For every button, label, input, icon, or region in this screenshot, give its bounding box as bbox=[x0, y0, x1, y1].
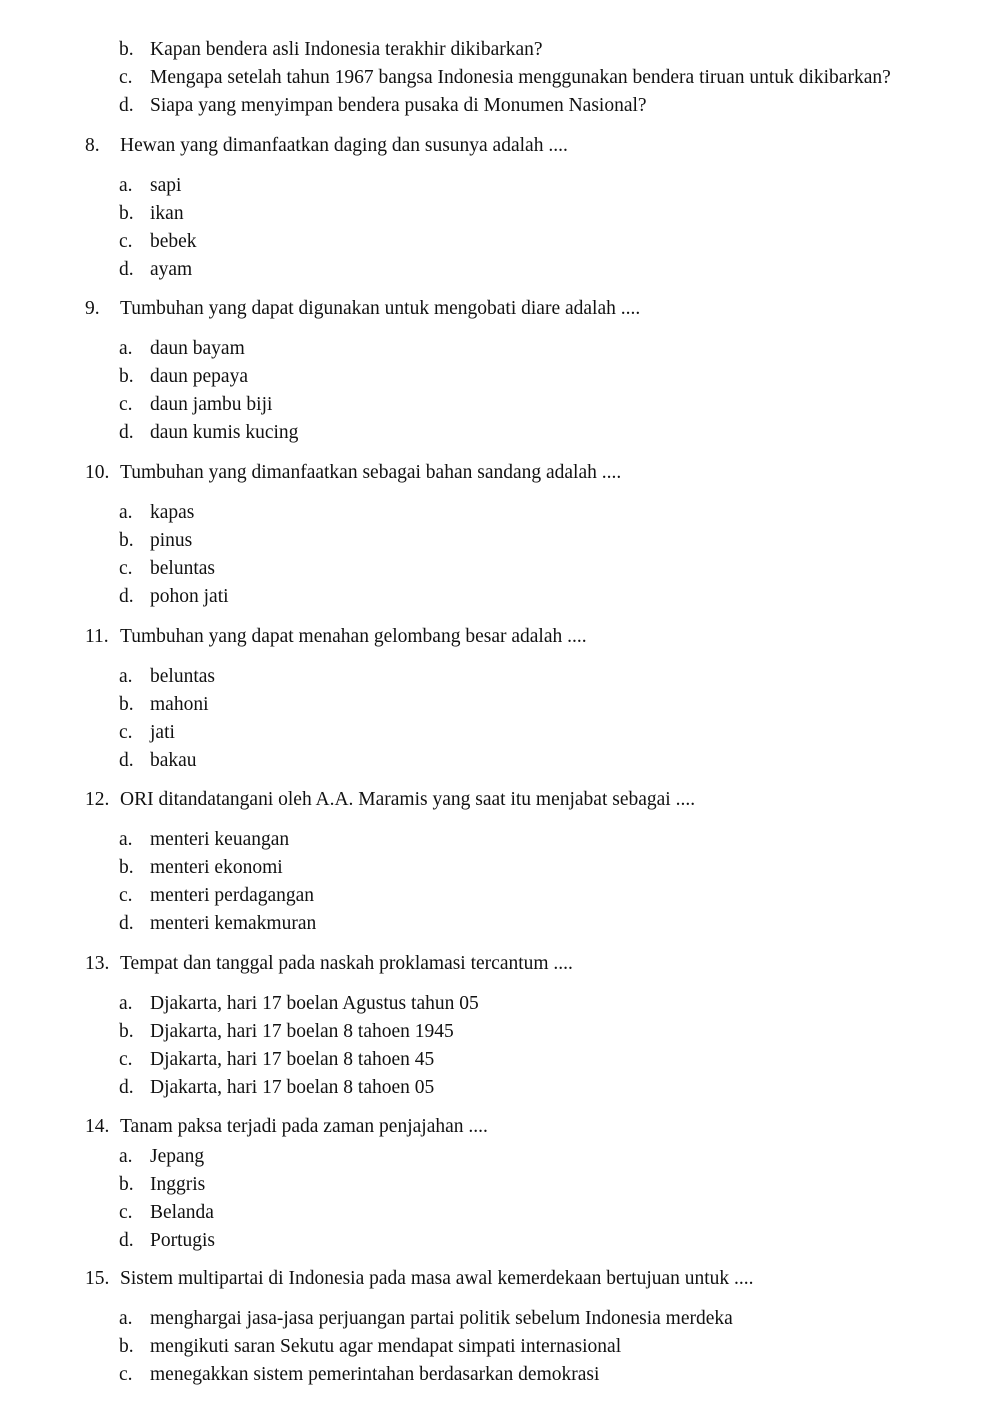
option-letter: b. bbox=[119, 1336, 134, 1357]
option-list bbox=[85, 172, 960, 284]
option-list bbox=[85, 1143, 960, 1255]
option-letter: c. bbox=[119, 67, 133, 88]
question-text: Tumbuhan yang dapat menahan gelombang besar adalah .... bbox=[120, 626, 587, 647]
question-12 bbox=[85, 786, 960, 938]
option-text: sapi bbox=[150, 175, 182, 196]
option-text: beluntas bbox=[150, 558, 215, 579]
question-number: 8. bbox=[85, 135, 100, 156]
option-item bbox=[85, 36, 891, 64]
option-item bbox=[85, 391, 960, 419]
question-number: 11. bbox=[85, 626, 109, 647]
option-letter: a. bbox=[119, 993, 133, 1014]
option-text: Djakarta, hari 17 boelan 8 tahoen 45 bbox=[150, 1049, 435, 1070]
option-text: daun jambu biji bbox=[150, 394, 273, 415]
question-number: 12. bbox=[85, 789, 110, 810]
option-list bbox=[85, 1305, 960, 1389]
option-item bbox=[85, 583, 960, 611]
option-text: mengikuti saran Sekutu agar mendapat simpati internasional bbox=[150, 1336, 622, 1357]
option-item bbox=[85, 64, 891, 92]
question-stem bbox=[85, 786, 960, 814]
question-14 bbox=[85, 1113, 960, 1255]
question-15 bbox=[85, 1265, 960, 1389]
option-item bbox=[85, 1361, 960, 1389]
question-text: Tumbuhan yang dimanfaatkan sebagai bahan sandang adalah .... bbox=[120, 462, 622, 483]
option-letter: b. bbox=[119, 366, 134, 387]
option-text: ayam bbox=[150, 259, 193, 280]
question-stem bbox=[85, 132, 960, 160]
option-list bbox=[85, 990, 960, 1102]
question-number: 9. bbox=[85, 298, 100, 319]
option-item bbox=[85, 1074, 960, 1102]
option-item bbox=[85, 200, 960, 228]
option-item bbox=[85, 691, 960, 719]
option-text: Djakarta, hari 17 boelan Agustus tahun 05 bbox=[150, 993, 479, 1014]
question-13 bbox=[85, 950, 960, 1102]
question-text: Tempat dan tanggal pada naskah proklamasi tercantum .... bbox=[120, 953, 573, 974]
option-item bbox=[85, 719, 960, 747]
option-text: Portugis bbox=[150, 1230, 216, 1251]
option-list bbox=[85, 335, 960, 447]
option-item bbox=[85, 1333, 960, 1361]
option-text: daun kumis kucing bbox=[150, 422, 299, 443]
option-item bbox=[85, 92, 891, 120]
option-letter: d. bbox=[119, 750, 134, 771]
option-letter: b. bbox=[119, 530, 134, 551]
option-letter: a. bbox=[119, 1146, 133, 1167]
option-letter: d. bbox=[119, 259, 134, 280]
option-item bbox=[85, 335, 960, 363]
option-item bbox=[85, 172, 960, 200]
option-text: daun bayam bbox=[150, 338, 245, 359]
option-text: menteri keuangan bbox=[150, 829, 290, 850]
option-letter: d. bbox=[119, 95, 134, 116]
option-text: Kapan bendera asli Indonesia terakhir dikibarkan? bbox=[150, 39, 543, 60]
question-number: 13. bbox=[85, 953, 110, 974]
option-item bbox=[85, 854, 960, 882]
question-stem bbox=[85, 950, 960, 978]
option-letter: c. bbox=[119, 394, 133, 415]
option-letter: d. bbox=[119, 1230, 134, 1251]
option-item bbox=[85, 826, 960, 854]
option-letter: d. bbox=[119, 586, 134, 607]
option-item bbox=[85, 1143, 960, 1171]
option-item bbox=[85, 419, 960, 447]
question-stem bbox=[85, 459, 960, 487]
question-number: 10. bbox=[85, 462, 110, 483]
option-text: Jepang bbox=[150, 1146, 205, 1167]
option-letter: c. bbox=[119, 1049, 133, 1070]
question-number: 14. bbox=[85, 1116, 110, 1137]
option-item bbox=[85, 910, 960, 938]
option-letter: a. bbox=[119, 829, 133, 850]
question-stem bbox=[85, 623, 960, 651]
option-letter: a. bbox=[119, 175, 133, 196]
carryover-options bbox=[85, 36, 891, 120]
option-item bbox=[85, 1305, 960, 1333]
option-letter: c. bbox=[119, 231, 133, 252]
option-letter: b. bbox=[119, 1174, 134, 1195]
option-item bbox=[85, 882, 960, 910]
option-item bbox=[85, 1227, 960, 1255]
option-text: bebek bbox=[150, 231, 197, 252]
option-text: mahoni bbox=[150, 694, 209, 715]
option-item bbox=[85, 747, 960, 775]
option-list bbox=[85, 826, 960, 938]
question-text: Tumbuhan yang dapat digunakan untuk mengobati diare adalah .... bbox=[120, 298, 641, 319]
option-letter: d. bbox=[119, 1077, 134, 1098]
option-letter: b. bbox=[119, 203, 134, 224]
option-letter: a. bbox=[119, 666, 133, 687]
question-10 bbox=[85, 459, 960, 611]
option-letter: b. bbox=[119, 39, 134, 60]
option-item bbox=[85, 256, 960, 284]
option-text: pinus bbox=[150, 530, 193, 551]
option-text: Siapa yang menyimpan bendera pusaka di Monumen Nasional? bbox=[150, 95, 647, 116]
option-letter: b. bbox=[119, 1021, 134, 1042]
option-letter: a. bbox=[119, 1308, 133, 1329]
question-stem bbox=[85, 1113, 960, 1141]
option-letter: c. bbox=[119, 558, 133, 579]
question-text: Tanam paksa terjadi pada zaman penjajahan .... bbox=[120, 1116, 488, 1137]
option-text: kapas bbox=[150, 502, 195, 523]
option-text: daun pepaya bbox=[150, 366, 248, 387]
option-letter: c. bbox=[119, 722, 133, 743]
option-letter: c. bbox=[119, 1202, 133, 1223]
question-11 bbox=[85, 623, 960, 775]
option-text: beluntas bbox=[150, 666, 215, 687]
option-text: menteri perdagangan bbox=[150, 885, 315, 906]
option-list bbox=[85, 663, 960, 775]
option-item bbox=[85, 228, 960, 256]
option-text: Inggris bbox=[150, 1174, 206, 1195]
option-letter: c. bbox=[119, 1364, 133, 1385]
option-text: menghargai jasa-jasa perjuangan partai politik sebelum Indonesia merdeka bbox=[150, 1308, 733, 1329]
option-item bbox=[85, 1018, 960, 1046]
option-item bbox=[85, 363, 960, 391]
option-item bbox=[85, 499, 960, 527]
option-text: Mengapa setelah tahun 1967 bangsa Indonesia menggunakan bendera tiruan untuk dikibarkan? bbox=[150, 67, 891, 88]
option-letter: a. bbox=[119, 338, 133, 359]
option-letter: d. bbox=[119, 422, 134, 443]
option-letter: b. bbox=[119, 694, 134, 715]
option-item bbox=[85, 527, 960, 555]
question-stem bbox=[85, 295, 960, 323]
option-item bbox=[85, 1046, 960, 1074]
question-text: Sistem multipartai di Indonesia pada masa awal kemerdekaan bertujuan untuk .... bbox=[120, 1268, 754, 1289]
option-text: Djakarta, hari 17 boelan 8 tahoen 1945 bbox=[150, 1021, 454, 1042]
option-item bbox=[85, 1199, 960, 1227]
question-stem bbox=[85, 1265, 960, 1293]
option-text: menteri ekonomi bbox=[150, 857, 283, 878]
question-text: Hewan yang dimanfaatkan daging dan susunya adalah .... bbox=[120, 135, 568, 156]
option-text: Belanda bbox=[150, 1202, 214, 1223]
option-item bbox=[85, 663, 960, 691]
option-text: menteri kemakmuran bbox=[150, 913, 317, 934]
option-item bbox=[85, 990, 960, 1018]
option-letter: a. bbox=[119, 502, 133, 523]
option-item bbox=[85, 1171, 960, 1199]
option-item bbox=[85, 555, 960, 583]
option-text: pohon jati bbox=[150, 586, 229, 607]
option-text: menegakkan sistem pemerintahan berdasarkan demokrasi bbox=[150, 1364, 600, 1385]
question-9 bbox=[85, 295, 960, 447]
option-letter: b. bbox=[119, 857, 134, 878]
option-text: Djakarta, hari 17 boelan 8 tahoen 05 bbox=[150, 1077, 435, 1098]
question-text: ORI ditandatangani oleh A.A. Maramis yang saat itu menjabat sebagai .... bbox=[120, 789, 696, 810]
option-text: bakau bbox=[150, 750, 197, 771]
option-text: ikan bbox=[150, 203, 184, 224]
question-number: 15. bbox=[85, 1268, 110, 1289]
option-letter: c. bbox=[119, 885, 133, 906]
question-8 bbox=[85, 132, 960, 284]
option-list bbox=[85, 499, 960, 611]
option-letter: d. bbox=[119, 913, 134, 934]
option-text: jati bbox=[150, 722, 175, 743]
